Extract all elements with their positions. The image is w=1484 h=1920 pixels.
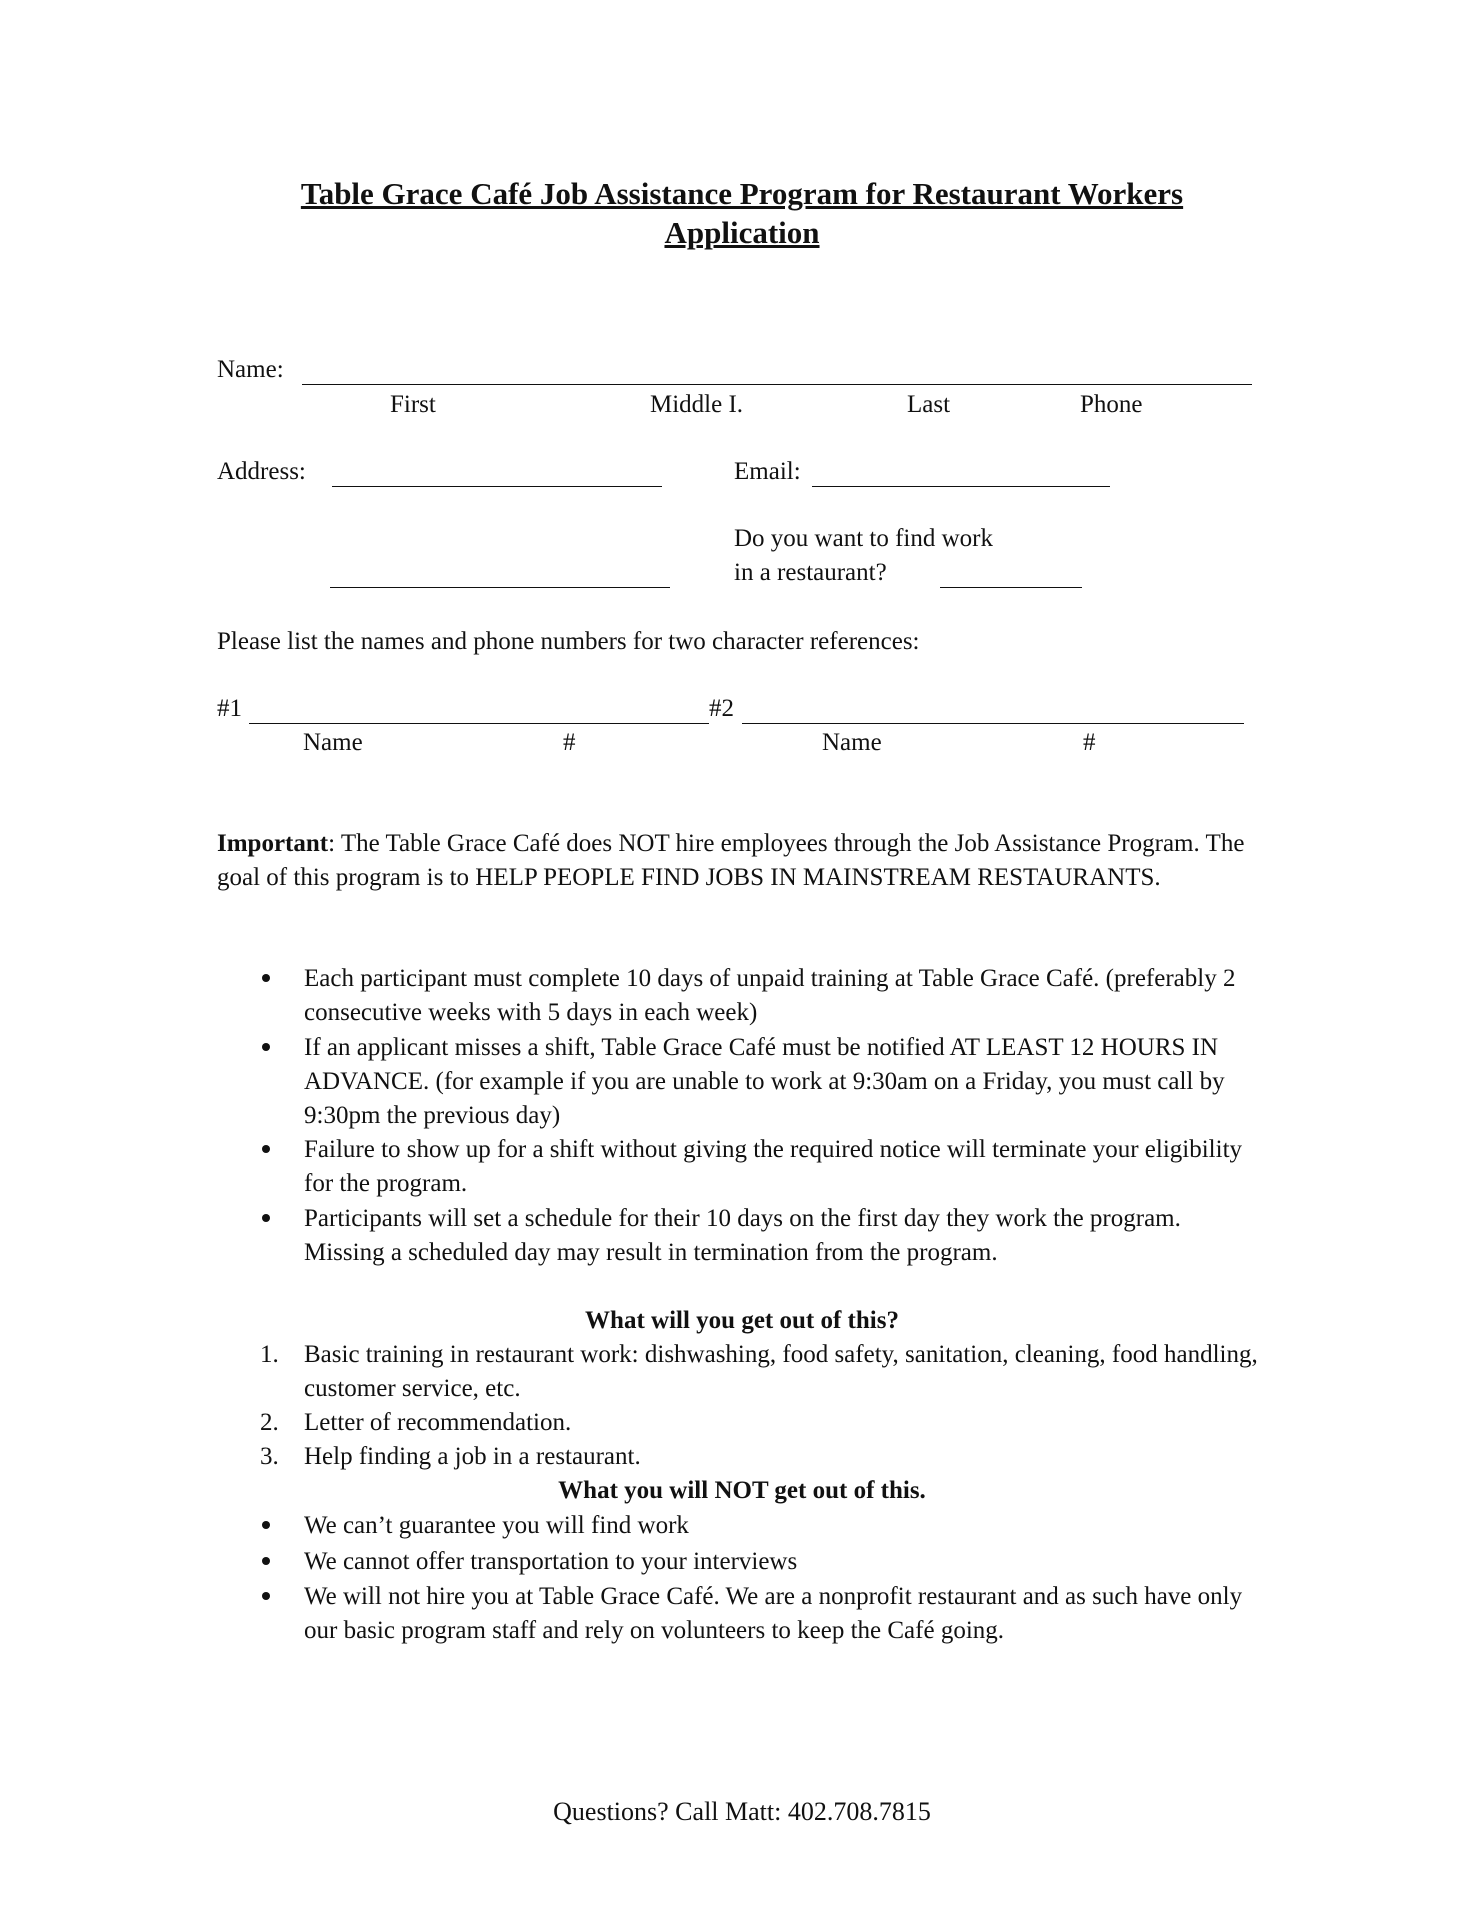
rule-text: Participants will set a schedule for their 10 days on the first day they work the program. Missing a scheduled day may result in termination from the program. — [304, 1205, 1181, 1266]
rule-text: Each participant must complete 10 days of unpaid training at Table Grace Café. (preferably 2 consecutive weeks with 5 days in each week) — [304, 965, 1236, 1026]
rule-text: Failure to show up for a shift without giving the required notice will terminate your eligibility for the program. — [304, 1136, 1243, 1197]
bullet-icon — [262, 1521, 270, 1529]
bullet-icon — [262, 1592, 270, 1600]
restaurant-question-line1: Do you want to find work — [734, 525, 993, 552]
name-sublabel-phone: Phone — [1080, 391, 1143, 418]
important-label: Important — [217, 830, 329, 857]
bullet-icon — [262, 1557, 270, 1565]
restaurant-answer-field[interactable] — [940, 587, 1082, 588]
limitation-text: We will not hire you at Table Grace Café. We are a nonprofit restaurant and as such have only our basic program staff and rely on volunteers to keep the Café going. — [304, 1583, 1243, 1644]
benefit-number: 2. — [260, 1409, 279, 1436]
reference-2-number-sublabel: # — [1083, 729, 1096, 756]
benefit-number: 1. — [260, 1341, 279, 1368]
reference-2-field[interactable] — [742, 723, 1244, 724]
name-sublabel-last: Last — [907, 391, 951, 418]
benefits-heading: What will you get out of this? — [585, 1307, 899, 1334]
name-sublabel-first: First — [390, 391, 436, 418]
address-field-line1[interactable] — [332, 486, 662, 487]
limitations-heading: What you will NOT get out of this. — [558, 1477, 926, 1504]
benefit-number: 3. — [260, 1443, 279, 1470]
reference-2-label: #2 — [709, 695, 734, 722]
restaurant-question-line2: in a restaurant? — [734, 559, 887, 586]
limitation-text: We cannot offer transportation to your interviews — [304, 1548, 798, 1575]
benefit-text: Letter of recommendation. — [304, 1409, 572, 1436]
contact-footer: Questions? Call Matt: 402.708.7815 — [553, 1797, 931, 1826]
address-field-line2[interactable] — [330, 587, 670, 588]
name-sublabel-middle: Middle I. — [650, 391, 744, 418]
name-label: Name: — [217, 356, 284, 383]
reference-1-name-sublabel: Name — [303, 729, 363, 756]
reference-2-name-sublabel: Name — [822, 729, 882, 756]
document-title-line1: Table Grace Café Job Assistance Program for Restaurant Workers — [300, 176, 1184, 211]
name-field[interactable] — [302, 384, 1252, 385]
reference-1-number-sublabel: # — [563, 729, 576, 756]
address-label: Address: — [217, 458, 306, 485]
bullet-icon — [262, 1043, 270, 1051]
benefit-text: Help finding a job in a restaurant. — [304, 1443, 641, 1470]
email-label: Email: — [734, 458, 801, 485]
reference-1-field[interactable] — [249, 723, 709, 724]
references-prompt: Please list the names and phone numbers for two character references: — [217, 628, 920, 655]
benefit-text: Basic training in restaurant work: dishwashing, food safety, sanitation, cleaning, food handling, customer service, etc. — [304, 1341, 1258, 1402]
email-field[interactable] — [812, 486, 1110, 487]
important-notice — [217, 827, 1247, 895]
important-text: : The Table Grace Café does NOT hire employees through the Job Assistance Program. The goal of this program is to HELP PEOPLE FIND JOBS IN MAINSTREAM RESTAURANTS. — [217, 830, 1245, 891]
bullet-icon — [262, 1145, 270, 1153]
reference-1-label: #1 — [217, 695, 242, 722]
bullet-icon — [262, 1214, 270, 1222]
document-title-line2: Application — [664, 215, 820, 250]
rule-text: If an applicant misses a shift, Table Grace Café must be notified AT LEAST 12 HOURS IN ADVANCE. (for example if you are unable to work at 9:30am on a Friday, you must call by 9:30pm the previous day) — [304, 1034, 1225, 1129]
bullet-icon — [262, 974, 270, 982]
limitation-text: We can’t guarantee you will find work — [304, 1512, 689, 1539]
